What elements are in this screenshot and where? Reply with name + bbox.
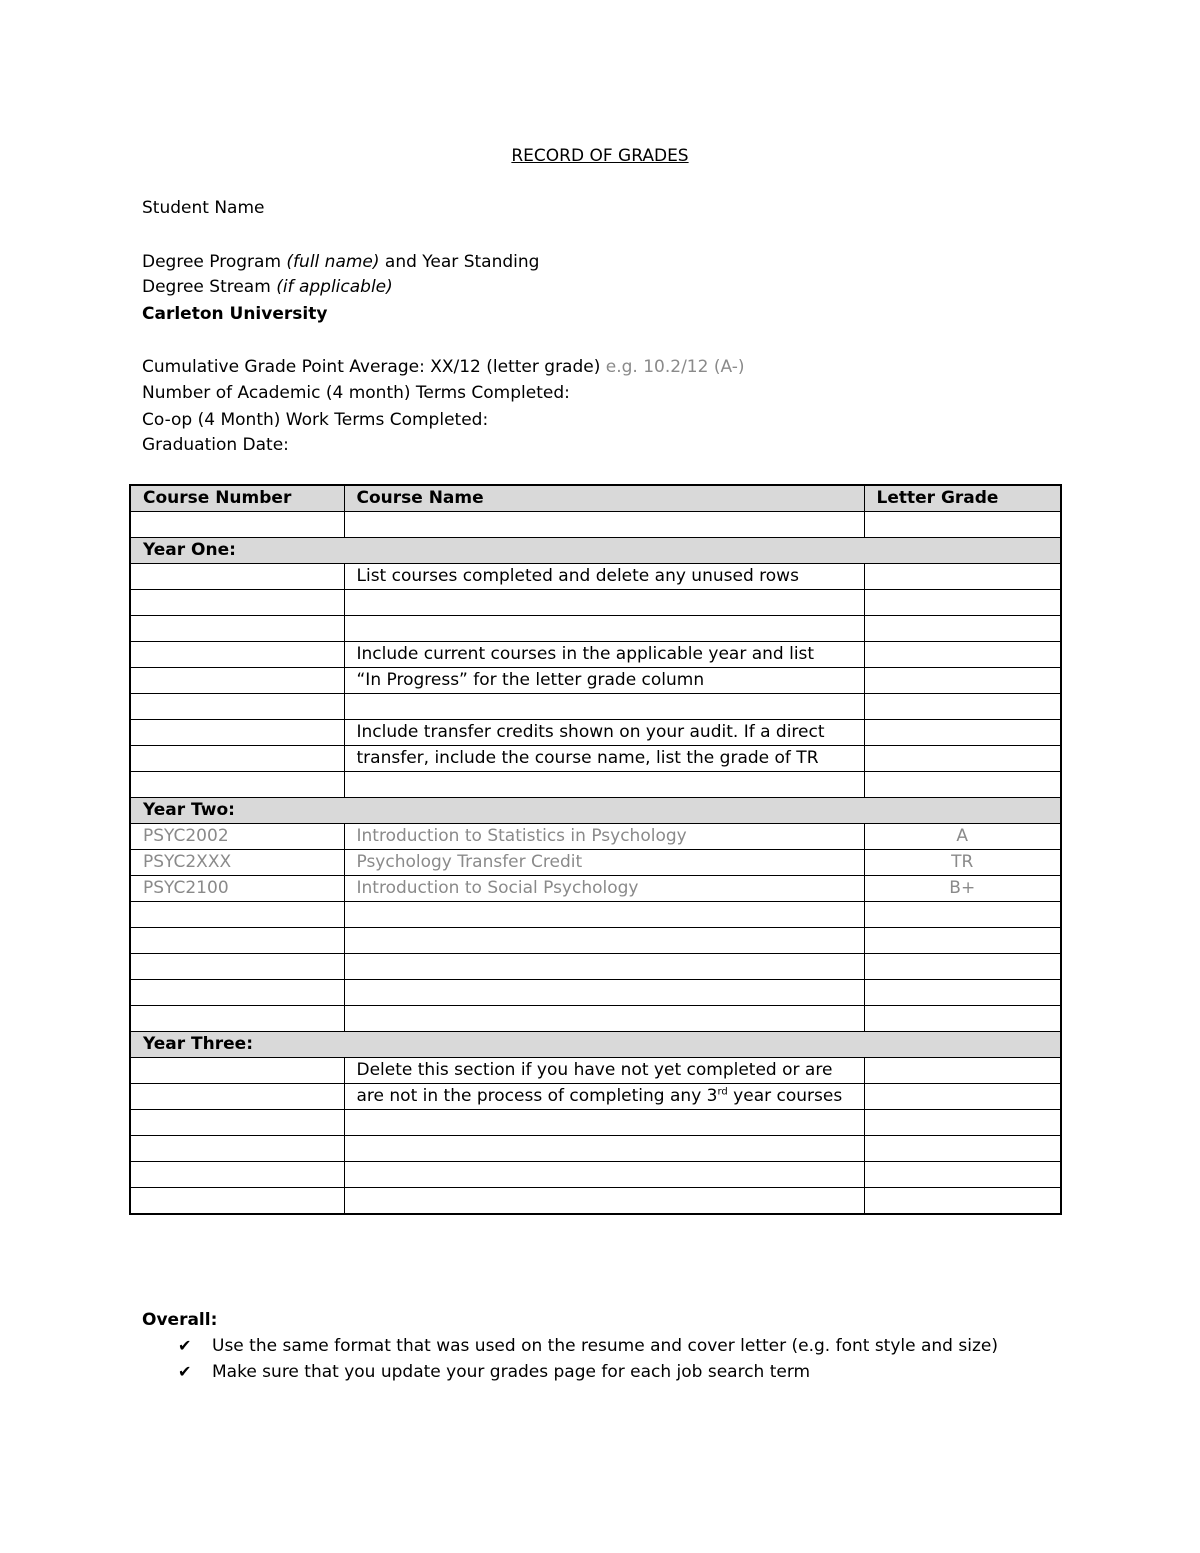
note-cell: Include transfer credits shown on your audit. If a direct bbox=[344, 720, 864, 746]
section-label: Year Two: bbox=[130, 798, 1061, 824]
table-row bbox=[130, 850, 1061, 876]
note-cell: “In Progress” for the letter grade column bbox=[344, 668, 864, 694]
academic-terms-label: Number of Academic (4 month) Terms Completed: bbox=[142, 383, 570, 403]
page-title: RECORD OF GRADES bbox=[511, 146, 689, 166]
course-number-cell: PSYC2100 bbox=[130, 876, 344, 902]
cell bbox=[130, 1084, 344, 1110]
cell bbox=[130, 616, 344, 642]
cell bbox=[864, 1136, 1061, 1162]
cell bbox=[344, 902, 864, 928]
cell bbox=[130, 512, 344, 538]
cell bbox=[864, 954, 1061, 980]
cell bbox=[130, 902, 344, 928]
bullet-text: Make sure that you update your grades page for each job search term bbox=[212, 1362, 811, 1382]
cell bbox=[344, 616, 864, 642]
cell bbox=[130, 772, 344, 798]
cell bbox=[344, 1006, 864, 1032]
letter-grade-cell: B+ bbox=[864, 876, 1061, 902]
section-year-three bbox=[130, 1032, 1061, 1058]
cell bbox=[344, 512, 864, 538]
section-year-two bbox=[130, 798, 1061, 824]
cell bbox=[864, 642, 1061, 668]
cgpa-line bbox=[142, 355, 745, 379]
degree-program-suffix: and Year Standing bbox=[379, 252, 540, 272]
note-cell: Include current courses in the applicable year and list bbox=[344, 642, 864, 668]
section-year-one bbox=[130, 538, 1061, 564]
course-number-cell: PSYC2XXX bbox=[130, 850, 344, 876]
cell bbox=[864, 564, 1061, 590]
degree-stream-line bbox=[142, 275, 393, 299]
checkmark-icon: ✔ bbox=[178, 1336, 192, 1355]
letter-grade-cell: TR bbox=[864, 850, 1061, 876]
cell bbox=[344, 772, 864, 798]
header-course-name: Course Name bbox=[344, 485, 864, 512]
degree-program-italic: (full name) bbox=[286, 252, 380, 272]
cell bbox=[344, 980, 864, 1006]
cell bbox=[864, 980, 1061, 1006]
cell bbox=[130, 1006, 344, 1032]
cell bbox=[864, 616, 1061, 642]
table-row bbox=[130, 1006, 1061, 1032]
cell bbox=[130, 668, 344, 694]
cell bbox=[864, 1110, 1061, 1136]
cell bbox=[130, 980, 344, 1006]
overall-bullet bbox=[178, 1360, 810, 1384]
table-row bbox=[130, 720, 1061, 746]
cell bbox=[344, 1162, 864, 1188]
cell bbox=[864, 1058, 1061, 1084]
cell bbox=[864, 1162, 1061, 1188]
overall-label: Overall: bbox=[142, 1310, 218, 1330]
note-prefix: are not in the process of completing any 3 bbox=[356, 1086, 718, 1106]
table-row bbox=[130, 954, 1061, 980]
cell bbox=[864, 694, 1061, 720]
cgpa-example: e.g. 10.2/12 (A-) bbox=[605, 357, 745, 377]
table-row bbox=[130, 902, 1061, 928]
note-suffix: year courses bbox=[727, 1086, 843, 1106]
student-name-label: Student Name bbox=[142, 198, 265, 218]
cell bbox=[130, 954, 344, 980]
cell bbox=[864, 512, 1061, 538]
table-row bbox=[130, 1058, 1061, 1084]
table-row bbox=[130, 1084, 1061, 1110]
overall-bullet bbox=[178, 1334, 998, 1358]
table-row bbox=[130, 772, 1061, 798]
cell bbox=[130, 590, 344, 616]
table-row bbox=[130, 642, 1061, 668]
table-row bbox=[130, 1110, 1061, 1136]
table-row bbox=[130, 564, 1061, 590]
cell bbox=[130, 1162, 344, 1188]
table-row bbox=[130, 1188, 1061, 1215]
coop-terms-label: Co-op (4 Month) Work Terms Completed: bbox=[142, 410, 489, 430]
table-row bbox=[130, 1162, 1061, 1188]
graduation-date-label: Graduation Date: bbox=[142, 435, 289, 455]
course-number-cell: PSYC2002 bbox=[130, 824, 344, 850]
degree-program-line bbox=[142, 250, 539, 274]
cell bbox=[130, 694, 344, 720]
course-name-cell: Psychology Transfer Credit bbox=[344, 850, 864, 876]
cell bbox=[344, 1188, 864, 1215]
header-letter-grade: Letter Grade bbox=[864, 485, 1061, 512]
section-label: Year One: bbox=[130, 538, 1061, 564]
cell bbox=[344, 954, 864, 980]
bullet-text: Use the same format that was used on the resume and cover letter (e.g. font style and size) bbox=[212, 1336, 998, 1356]
note-cell bbox=[344, 1084, 864, 1110]
cell bbox=[344, 928, 864, 954]
cell bbox=[864, 668, 1061, 694]
cell bbox=[130, 1188, 344, 1215]
cell bbox=[130, 746, 344, 772]
cell bbox=[864, 1006, 1061, 1032]
cell bbox=[130, 1136, 344, 1162]
table-row bbox=[130, 824, 1061, 850]
note-cell: List courses completed and delete any unused rows bbox=[344, 564, 864, 590]
cell bbox=[130, 1110, 344, 1136]
table-row bbox=[130, 512, 1061, 538]
cell bbox=[344, 1110, 864, 1136]
cell bbox=[130, 928, 344, 954]
cell bbox=[130, 642, 344, 668]
table-header-row bbox=[130, 485, 1061, 512]
grades-table bbox=[129, 484, 1062, 1215]
table-row bbox=[130, 1136, 1061, 1162]
table-row bbox=[130, 668, 1061, 694]
degree-stream-italic: (if applicable) bbox=[276, 277, 393, 297]
table-row bbox=[130, 746, 1061, 772]
cell bbox=[864, 746, 1061, 772]
cell bbox=[864, 720, 1061, 746]
table-row bbox=[130, 928, 1061, 954]
cgpa-label: Cumulative Grade Point Average: XX/12 (letter grade) bbox=[142, 357, 606, 377]
cell bbox=[344, 694, 864, 720]
table-row bbox=[130, 980, 1061, 1006]
note-cell: transfer, include the course name, list the grade of TR bbox=[344, 746, 864, 772]
checkmark-icon: ✔ bbox=[178, 1362, 192, 1381]
note-cell: Delete this section if you have not yet completed or are bbox=[344, 1058, 864, 1084]
section-label: Year Three: bbox=[130, 1032, 1061, 1058]
cell bbox=[864, 1084, 1061, 1110]
table-row bbox=[130, 616, 1061, 642]
cell bbox=[344, 590, 864, 616]
cell bbox=[864, 590, 1061, 616]
cell bbox=[130, 1058, 344, 1084]
note-superscript: rd bbox=[717, 1086, 728, 1098]
cell bbox=[130, 564, 344, 590]
table-row bbox=[130, 590, 1061, 616]
cell bbox=[864, 902, 1061, 928]
table-row bbox=[130, 694, 1061, 720]
header-course-number: Course Number bbox=[130, 485, 344, 512]
cell bbox=[864, 1188, 1061, 1215]
cell bbox=[864, 928, 1061, 954]
cell bbox=[864, 772, 1061, 798]
university-name: Carleton University bbox=[142, 304, 328, 324]
course-name-cell: Introduction to Statistics in Psychology bbox=[344, 824, 864, 850]
cell bbox=[130, 720, 344, 746]
letter-grade-cell: A bbox=[864, 824, 1061, 850]
table-row bbox=[130, 876, 1061, 902]
cell bbox=[344, 1136, 864, 1162]
course-name-cell: Introduction to Social Psychology bbox=[344, 876, 864, 902]
degree-program-prefix: Degree Program bbox=[142, 252, 287, 272]
degree-stream-prefix: Degree Stream bbox=[142, 277, 277, 297]
